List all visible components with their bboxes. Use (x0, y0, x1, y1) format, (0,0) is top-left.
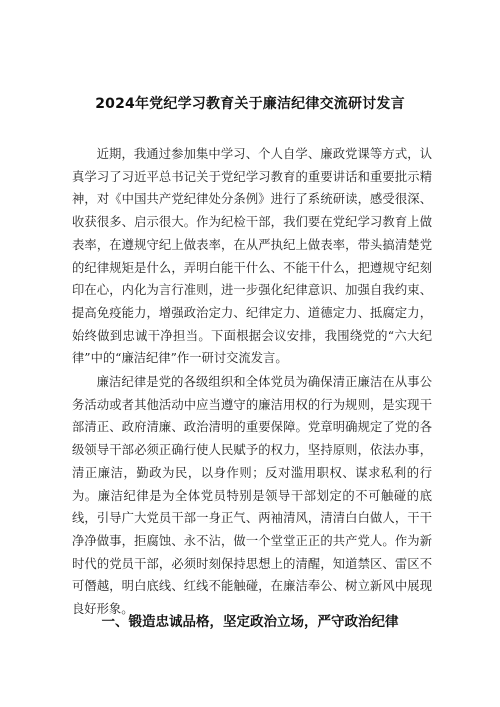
section-heading-1: 一、锻造忠诚品格，坚定政治立场，严守政治纪律 (101, 614, 399, 630)
document-title: 2024年党纪学习教育关于廉洁纪律交流研讨发言 (95, 96, 405, 112)
paragraph-intro: 近期，我通过参加集中学习、个人自学、廉政党课等方式，认真学习了习近平总书记关于党纪学习教育的重要讲话和重要批示精神，对《中国共产党纪律处分条例》进行了系统研读，感受很深、收获很多、启示很大。作为纪检干部，我们要在党纪学习教育上做表率，在遵规守纪上做表率，在从严执纪上做表率，带头搞清楚党的纪律规矩是什么，弄明白能干什么、不能干什么，把遵规守纪刻印在心，内化为言行准则，进一步强化纪律意识、加强自我约束、提高免疫能力，增强政治定力、纪律定力、道德定力、抵腐定力，始终做到忠诚干净担当。下面根据会议安排，我围绕党的“六大纪律”中的“廉洁纪律”作一研讨交流发言。 (72, 147, 432, 366)
paragraph-discipline-definition: 廉洁纪律是党的各级组织和全体党员为确保清正廉洁在从事公务活动或者其他活动中应当遵守的廉洁用权的行为规则，是实现干部清正、政府清廉、政治清明的重要保障。党章明确规定了党的各级领导干部必须正确行使人民赋予的权力，坚持原则，依法办事，清正廉洁，勤政为民，以身作则；反对滥用职权、谋求私利的行为。廉洁纪律是为全体党员特别是领导干部划定的不可触碰的底线，引导广大党员干部一身正气、两袖清风，清清白白做人，干干净净做事，拒腐蚀、永不沾，做一个堂堂正正的共产党人。作为新时代的党员干部，必须时刻保持思想上的清醒，知道禁区、雷区不可僭越，明白底线、红线不能触碰，在廉洁奉公、树立新风中展现良好形象。 (72, 375, 432, 617)
document-body (72, 143, 432, 622)
